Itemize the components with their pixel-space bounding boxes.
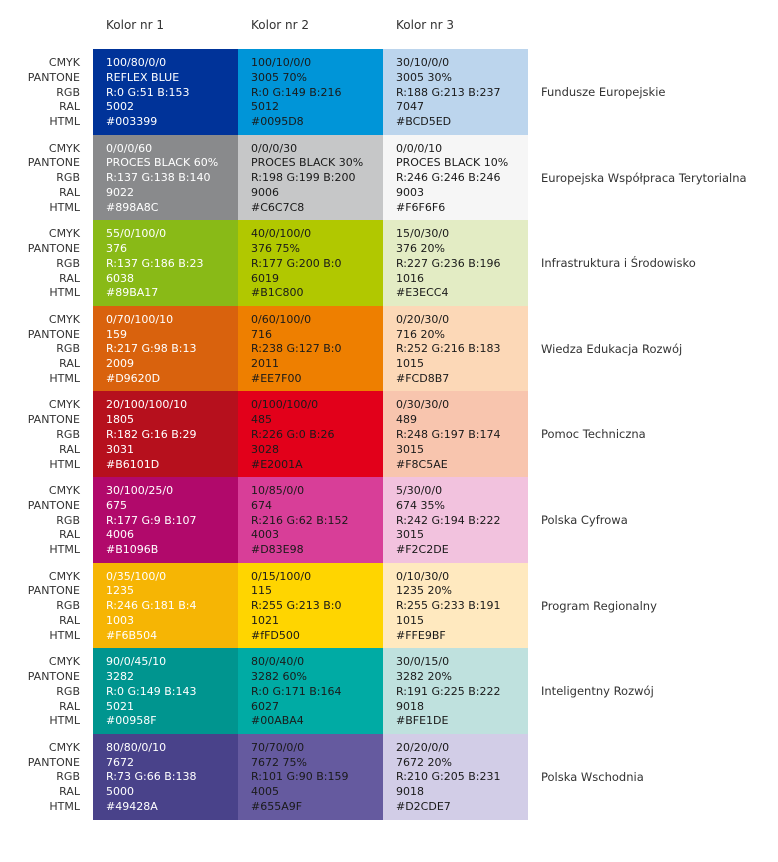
color-value-ral: 2009 — [106, 357, 134, 371]
color-value-ral: 4003 — [251, 528, 279, 542]
color-value-ral: 5012 — [251, 100, 279, 114]
color-swatch-3 — [383, 135, 528, 221]
row-label-cmyk: CMYK — [48, 569, 80, 583]
color-value-ral: 1015 — [396, 613, 424, 627]
color-value-ral: 2011 — [251, 357, 279, 371]
program-name: Europejska Współpraca Terytorialna — [541, 170, 747, 185]
row-label-html: HTML — [49, 799, 80, 813]
color-value-rgb: R:0 G:171 B:164 — [251, 684, 342, 698]
row-label-rgb: RGB — [56, 256, 80, 270]
row-label-html: HTML — [49, 115, 80, 129]
color-value-cmyk: 70/70/0/0 — [251, 740, 305, 754]
color-value-html: #F6F6F6 — [396, 200, 446, 214]
row-label-ral: RAL — [59, 699, 80, 713]
color-value-pantone: 1235 20% — [396, 584, 452, 598]
color-value-ral: 9022 — [106, 185, 134, 199]
color-swatch-3 — [383, 563, 528, 649]
color-value-rgb: R:246 G:246 B:246 — [396, 171, 501, 185]
row-label-pantone: PANTONE — [27, 584, 80, 598]
color-value-rgb: R:0 G:149 B:216 — [251, 85, 342, 99]
color-value-cmyk: 0/15/100/0 — [251, 569, 312, 583]
row-label-html: HTML — [49, 286, 80, 300]
color-row — [0, 477, 778, 563]
color-value-cmyk: 15/0/30/0 — [396, 227, 450, 241]
color-value-pantone: 3282 60% — [251, 669, 307, 683]
row-label-html: HTML — [49, 714, 80, 728]
color-value-ral: 6019 — [251, 271, 279, 285]
row-labels — [0, 741, 80, 815]
color-value-ral: 9003 — [396, 185, 424, 199]
color-swatch-2 — [238, 391, 383, 477]
color-value-cmyk: 90/0/45/10 — [106, 655, 167, 669]
row-label-cmyk: CMYK — [48, 56, 80, 69]
row-labels — [0, 56, 80, 130]
color-value-cmyk: 5/30/0/0 — [396, 484, 443, 497]
row-labels — [0, 142, 80, 216]
color-value-rgb: R:73 G:66 B:138 — [106, 770, 197, 784]
color-value-pantone: PROCES BLACK 30% — [251, 156, 364, 170]
color-value-pantone: 3005 70% — [251, 70, 307, 84]
color-value-html: #49428A — [106, 799, 158, 813]
row-label-rgb: RGB — [56, 85, 80, 99]
color-swatch-3 — [383, 477, 528, 563]
program-name: Polska Wschodnia — [541, 769, 644, 784]
color-value-pantone: 159 — [106, 327, 127, 341]
color-value-html: #D83E98 — [251, 543, 304, 557]
color-swatch-1 — [93, 734, 238, 820]
color-value-cmyk: 80/0/40/0 — [251, 655, 305, 669]
color-value-html: #F8C5AE — [396, 457, 448, 471]
color-swatch-3 — [383, 220, 528, 306]
color-swatch-2 — [238, 477, 383, 563]
color-swatch-1 — [93, 306, 238, 392]
row-label-cmyk: CMYK — [48, 227, 80, 241]
color-value-html: #B6101D — [106, 457, 160, 471]
color-value-ral: 9018 — [396, 785, 424, 799]
color-value-ral: 3028 — [251, 442, 279, 456]
column-header-2: Kolor nr 2 — [251, 18, 310, 32]
row-label-cmyk: CMYK — [48, 484, 80, 497]
color-value-rgb: R:188 G:213 B:237 — [396, 85, 501, 99]
row-label-cmyk: CMYK — [48, 740, 80, 754]
color-value-cmyk: 0/0/0/30 — [251, 141, 298, 155]
color-value-html: #D9620D — [106, 371, 161, 385]
color-value-html: #B1096B — [106, 543, 159, 557]
color-value-pantone: 3282 — [106, 669, 134, 683]
program-name: Fundusze Europejskie — [541, 85, 666, 99]
color-value-rgb: R:0 G:51 B:153 — [106, 85, 190, 99]
color-row — [0, 135, 778, 221]
color-value-ral: 6027 — [251, 699, 279, 713]
color-value-html: #00958F — [106, 714, 157, 728]
color-value-html: #BCD5ED — [396, 115, 452, 129]
row-label-pantone: PANTONE — [27, 327, 80, 341]
row-label-ral: RAL — [59, 785, 80, 799]
color-swatch-1 — [93, 135, 238, 221]
color-row — [0, 220, 778, 306]
color-value-pantone: 489 — [396, 413, 417, 427]
row-labels — [0, 227, 80, 301]
row-labels — [0, 484, 80, 558]
color-value-pantone: 115 — [251, 584, 272, 598]
color-swatch-3 — [383, 49, 528, 135]
color-value-html: #D2CDE7 — [396, 799, 451, 813]
color-value-html: #FCD8B7 — [396, 371, 450, 385]
row-label-rgb: RGB — [56, 684, 80, 698]
row-labels — [0, 398, 80, 472]
color-value-rgb: R:137 G:138 B:140 — [106, 171, 211, 185]
row-label-html: HTML — [49, 200, 80, 214]
color-value-cmyk: 0/20/30/0 — [396, 312, 450, 326]
color-value-ral: 3031 — [106, 442, 134, 456]
color-value-cmyk: 0/0/0/60 — [106, 141, 153, 155]
color-value-rgb: R:226 G:0 B:26 — [251, 427, 335, 441]
color-value-rgb: R:217 G:98 B:13 — [106, 342, 197, 356]
color-swatch-3 — [383, 734, 528, 820]
color-value-ral: 4005 — [251, 785, 279, 799]
row-label-rgb: RGB — [56, 171, 80, 185]
color-value-rgb: R:137 G:186 B:23 — [106, 256, 204, 270]
color-value-pantone: 1235 — [106, 584, 134, 598]
color-value-html: #F2C2DE — [396, 543, 449, 557]
color-row — [0, 734, 778, 820]
color-value-ral: 9006 — [251, 185, 279, 199]
color-value-rgb: R:248 G:197 B:174 — [396, 427, 501, 441]
color-value-pantone: 3005 30% — [396, 70, 452, 84]
color-value-cmyk: 30/100/25/0 — [106, 484, 174, 497]
color-value-rgb: R:255 G:213 B:0 — [251, 599, 342, 613]
color-swatch-2 — [238, 306, 383, 392]
color-value-rgb: R:177 G:9 B:107 — [106, 513, 197, 527]
row-label-html: HTML — [49, 543, 80, 557]
color-value-pantone: 1805 — [106, 413, 134, 427]
row-label-ral: RAL — [59, 100, 80, 114]
row-labels — [0, 313, 80, 387]
color-value-pantone: 674 35% — [396, 498, 445, 512]
color-swatch-1 — [93, 49, 238, 135]
color-value-ral: 5000 — [106, 785, 134, 799]
row-label-pantone: PANTONE — [27, 669, 80, 683]
row-label-ral: RAL — [59, 528, 80, 542]
color-value-rgb: R:177 G:200 B:0 — [251, 256, 342, 270]
program-name: Infrastruktura i Środowisko — [541, 256, 696, 271]
color-value-html: #89BA17 — [106, 286, 159, 300]
row-label-pantone: PANTONE — [27, 156, 80, 170]
color-row — [0, 49, 778, 135]
color-value-rgb: R:198 G:199 B:200 — [251, 171, 356, 185]
program-name: Polska Cyfrowa — [541, 513, 628, 527]
row-label-html: HTML — [49, 371, 80, 385]
color-value-rgb: R:191 G:225 B:222 — [396, 684, 501, 698]
color-value-rgb: R:182 G:16 B:29 — [106, 427, 197, 441]
color-value-cmyk: 55/0/100/0 — [106, 227, 167, 241]
color-value-pantone: 675 — [106, 498, 127, 512]
color-swatch-3 — [383, 306, 528, 392]
color-value-html: #00ABA4 — [251, 714, 304, 728]
color-swatch-1 — [93, 563, 238, 649]
color-value-cmyk: 100/10/0/0 — [251, 56, 312, 69]
color-swatch-2 — [238, 648, 383, 734]
color-value-html: #E3ECC4 — [396, 286, 449, 300]
color-value-html: #B1C800 — [251, 286, 304, 300]
row-labels — [0, 655, 80, 729]
row-label-pantone: PANTONE — [27, 241, 80, 255]
color-value-ral: 9018 — [396, 699, 424, 713]
color-value-html: #FFE9BF — [396, 628, 446, 642]
color-swatch-2 — [238, 135, 383, 221]
color-value-html: #fFD500 — [251, 628, 300, 642]
row-label-cmyk: CMYK — [48, 141, 80, 155]
color-value-cmyk: 30/0/15/0 — [396, 655, 450, 669]
color-value-rgb: R:238 G:127 B:0 — [251, 342, 342, 356]
color-value-rgb: R:0 G:149 B:143 — [106, 684, 197, 698]
color-value-cmyk: 0/60/100/0 — [251, 312, 312, 326]
color-swatch-1 — [93, 391, 238, 477]
color-value-ral: 3015 — [396, 442, 424, 456]
row-label-html: HTML — [49, 628, 80, 642]
color-value-cmyk: 40/0/100/0 — [251, 227, 312, 241]
row-label-rgb: RGB — [56, 513, 80, 527]
color-value-cmyk: 0/10/30/0 — [396, 569, 450, 583]
color-value-cmyk: 20/20/0/0 — [396, 740, 450, 754]
row-label-ral: RAL — [59, 357, 80, 371]
color-value-pantone: REFLEX BLUE — [106, 70, 180, 84]
row-label-pantone: PANTONE — [27, 413, 80, 427]
color-value-html: #C6C7C8 — [251, 200, 305, 214]
color-value-ral: 3015 — [396, 528, 424, 542]
color-value-cmyk: 80/80/0/10 — [106, 740, 167, 754]
row-label-rgb: RGB — [56, 427, 80, 441]
row-label-pantone: PANTONE — [27, 498, 80, 512]
color-row — [0, 563, 778, 649]
color-value-cmyk: 20/100/100/10 — [106, 398, 188, 412]
color-value-pantone: 3282 20% — [396, 669, 452, 683]
color-value-rgb: R:242 G:194 B:222 — [396, 513, 501, 527]
color-swatch-1 — [93, 220, 238, 306]
row-labels — [0, 570, 80, 644]
color-swatch-2 — [238, 734, 383, 820]
row-label-rgb: RGB — [56, 342, 80, 356]
color-value-pantone: 7672 — [106, 755, 134, 769]
color-value-pantone: 716 20% — [396, 327, 445, 341]
color-value-rgb: R:210 G:205 B:231 — [396, 770, 501, 784]
color-value-pantone: 7672 20% — [396, 755, 452, 769]
row-label-ral: RAL — [59, 613, 80, 627]
color-swatch-2 — [238, 220, 383, 306]
color-row — [0, 648, 778, 734]
color-swatch-2 — [238, 563, 383, 649]
color-value-cmyk: 0/35/100/0 — [106, 569, 167, 583]
row-label-cmyk: CMYK — [48, 398, 80, 412]
row-label-rgb: RGB — [56, 770, 80, 784]
color-value-html: #BFE1DE — [396, 714, 449, 728]
color-value-rgb: R:255 G:233 B:191 — [396, 599, 501, 613]
color-value-rgb: R:252 G:216 B:183 — [396, 342, 501, 356]
program-name: Pomoc Techniczna — [541, 427, 646, 442]
color-value-pantone: PROCES BLACK 60% — [106, 156, 219, 170]
program-name: Inteligentny Rozwój — [541, 684, 654, 699]
row-label-pantone: PANTONE — [27, 755, 80, 769]
color-value-ral: 1021 — [251, 613, 279, 627]
color-value-ral: 6038 — [106, 271, 134, 285]
color-value-pantone: 7672 75% — [251, 755, 307, 769]
color-value-ral: 4006 — [106, 528, 134, 542]
column-header-1: Kolor nr 1 — [106, 18, 165, 32]
color-value-pantone: 674 — [251, 498, 272, 512]
program-name: Program Regionalny — [541, 598, 657, 613]
color-value-ral: 1016 — [396, 271, 424, 285]
row-label-ral: RAL — [59, 185, 80, 199]
row-label-html: HTML — [49, 457, 80, 471]
color-value-rgb: R:101 G:90 B:159 — [251, 770, 349, 784]
color-value-ral: 7047 — [396, 100, 424, 114]
color-value-html: #0095D8 — [251, 115, 304, 129]
row-label-rgb: RGB — [56, 599, 80, 613]
color-value-html: #E2001A — [251, 457, 303, 471]
color-value-pantone: 716 — [251, 327, 272, 341]
color-swatch-1 — [93, 477, 238, 563]
color-value-ral: 5021 — [106, 699, 134, 713]
row-label-ral: RAL — [59, 271, 80, 285]
color-value-cmyk: 0/70/100/10 — [106, 312, 174, 326]
color-swatch-1 — [93, 648, 238, 734]
color-value-pantone: 376 — [106, 241, 127, 255]
color-value-pantone: PROCES BLACK 10% — [396, 156, 509, 170]
color-value-cmyk: 0/0/0/10 — [396, 141, 443, 155]
row-label-ral: RAL — [59, 442, 80, 456]
color-value-ral: 5002 — [106, 100, 134, 114]
row-label-cmyk: CMYK — [48, 312, 80, 326]
color-swatch-3 — [383, 391, 528, 477]
color-value-html: #F6B504 — [106, 628, 158, 642]
color-value-rgb: R:246 G:181 B:4 — [106, 599, 197, 613]
color-value-pantone: 376 75% — [251, 241, 300, 255]
color-value-html: #003399 — [106, 115, 158, 129]
color-swatch-3 — [383, 648, 528, 734]
color-value-html: #EE7F00 — [251, 371, 302, 385]
row-label-cmyk: CMYK — [48, 655, 80, 669]
color-value-rgb: R:227 G:236 B:196 — [396, 256, 501, 270]
color-value-cmyk: 100/80/0/0 — [106, 56, 167, 69]
color-value-html: #898A8C — [106, 200, 159, 214]
program-name: Wiedza Edukacja Rozwój — [541, 341, 683, 356]
color-value-cmyk: 0/30/30/0 — [396, 398, 450, 412]
color-value-cmyk: 30/10/0/0 — [396, 56, 450, 69]
color-value-cmyk: 0/100/100/0 — [251, 398, 319, 412]
color-row — [0, 306, 778, 392]
color-swatch-2 — [238, 49, 383, 135]
color-value-pantone: 376 20% — [396, 241, 445, 255]
color-value-ral: 1003 — [106, 613, 134, 627]
color-value-ral: 1015 — [396, 357, 424, 371]
color-value-rgb: R:216 G:62 B:152 — [251, 513, 349, 527]
color-row — [0, 391, 778, 477]
column-header-3: Kolor nr 3 — [396, 18, 455, 32]
color-value-pantone: 485 — [251, 413, 272, 427]
color-value-cmyk: 10/85/0/0 — [251, 484, 305, 497]
row-label-pantone: PANTONE — [27, 70, 80, 84]
color-value-html: #655A9F — [251, 799, 303, 813]
